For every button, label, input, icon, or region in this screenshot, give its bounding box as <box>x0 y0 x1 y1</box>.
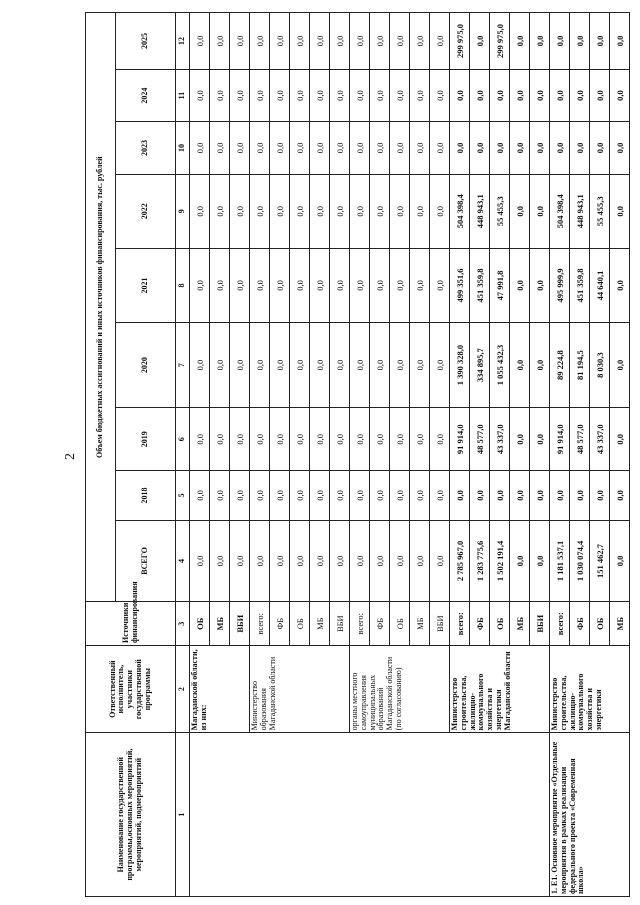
value-cell: 0,0 <box>470 122 490 174</box>
value-cell: 0,0 <box>450 122 470 174</box>
source-cell: ОБ <box>590 602 610 646</box>
value-cell: 0,0 <box>490 471 510 520</box>
value-cell: 0,0 <box>290 323 310 408</box>
value-cell: 0,0 <box>330 69 350 121</box>
source-cell: всего: <box>350 602 370 646</box>
value-cell: 0,0 <box>530 69 550 121</box>
value-cell: 0,0 <box>450 69 470 121</box>
value-cell: 0,0 <box>370 69 390 121</box>
value-cell: 47 991,8 <box>490 248 510 322</box>
value-cell: 0,0 <box>270 323 290 408</box>
value-cell: 0,0 <box>310 13 330 70</box>
value-cell: 0,0 <box>270 122 290 174</box>
value-cell: 0,0 <box>510 122 530 174</box>
source-cell: МБ <box>510 602 530 646</box>
value-cell: 0,0 <box>390 174 410 248</box>
value-cell: 0,0 <box>310 69 330 121</box>
source-cell: всего: <box>550 602 570 646</box>
value-cell: 0,0 <box>610 323 630 408</box>
value-cell: 0,0 <box>410 69 430 121</box>
value-cell: 8 030,3 <box>590 323 610 408</box>
value-cell: 448 943,1 <box>470 174 490 248</box>
value-cell: 0,0 <box>370 471 390 520</box>
value-cell: 0,0 <box>210 248 230 322</box>
value-cell: 55 455,3 <box>590 174 610 248</box>
value-cell: 0,0 <box>430 174 450 248</box>
value-cell: 0,0 <box>310 408 330 471</box>
value-cell: 0,0 <box>610 248 630 322</box>
value-cell: 0,0 <box>570 122 590 174</box>
header-year: 2018 <box>116 471 176 520</box>
value-cell: 0,0 <box>190 471 210 520</box>
value-cell: 504 398,4 <box>450 174 470 248</box>
value-cell: 448 943,1 <box>570 174 590 248</box>
value-cell: 0,0 <box>310 520 330 602</box>
value-cell: 0,0 <box>590 122 610 174</box>
value-cell: 1 390 328,0 <box>450 323 470 408</box>
value-cell: 0,0 <box>370 174 390 248</box>
value-cell: 55 455,3 <box>490 174 510 248</box>
value-cell: 0,0 <box>610 13 630 70</box>
value-cell: 0,0 <box>350 13 370 70</box>
value-cell: 151 462,7 <box>590 520 610 602</box>
value-cell: 0,0 <box>350 323 370 408</box>
column-index: 7 <box>176 323 190 408</box>
value-cell: 44 640,1 <box>590 248 610 322</box>
value-cell: 0,0 <box>390 520 410 602</box>
value-cell: 0,0 <box>550 471 570 520</box>
value-cell: 0,0 <box>470 13 490 70</box>
value-cell: 0,0 <box>590 13 610 70</box>
value-cell: 0,0 <box>470 471 490 520</box>
value-cell: 495 999,9 <box>550 248 570 322</box>
value-cell: 0,0 <box>550 122 570 174</box>
value-cell: 0,0 <box>250 69 270 121</box>
value-cell: 0,0 <box>290 471 310 520</box>
value-cell: 0,0 <box>510 408 530 471</box>
source-cell: МБ <box>310 602 330 646</box>
value-cell: 43 337,0 <box>490 408 510 471</box>
value-cell: 451 359,8 <box>470 248 490 322</box>
value-cell: 0,0 <box>230 174 250 248</box>
value-cell: 0,0 <box>310 122 330 174</box>
column-index: 3 <box>176 602 190 646</box>
value-cell: 0,0 <box>610 471 630 520</box>
value-cell: 91 914,0 <box>550 408 570 471</box>
value-cell: 0,0 <box>350 248 370 322</box>
value-cell: 0,0 <box>410 248 430 322</box>
value-cell: 0,0 <box>370 408 390 471</box>
value-cell: 0,0 <box>350 122 370 174</box>
source-cell: всего: <box>450 602 470 646</box>
value-cell: 0,0 <box>250 323 270 408</box>
header-year: 2025 <box>116 13 176 70</box>
value-cell: 0,0 <box>430 408 450 471</box>
value-cell: 0,0 <box>390 248 410 322</box>
value-cell: 0,0 <box>530 323 550 408</box>
column-index: 12 <box>176 13 190 70</box>
header-year: 2021 <box>116 248 176 322</box>
value-cell: 0,0 <box>370 248 390 322</box>
value-cell: 0,0 <box>230 471 250 520</box>
value-cell: 0,0 <box>430 248 450 322</box>
value-cell: 0,0 <box>190 323 210 408</box>
value-cell: 0,0 <box>610 408 630 471</box>
value-cell: 0,0 <box>190 13 210 70</box>
value-cell: 0,0 <box>250 471 270 520</box>
value-cell: 0,0 <box>270 408 290 471</box>
value-cell: 0,0 <box>330 323 350 408</box>
value-cell: 0,0 <box>490 69 510 121</box>
value-cell: 0,0 <box>550 13 570 70</box>
value-cell: 0,0 <box>490 122 510 174</box>
value-cell: 0,0 <box>210 69 230 121</box>
value-cell: 81 194,5 <box>570 323 590 408</box>
header-year: 2022 <box>116 174 176 248</box>
value-cell: 0,0 <box>350 174 370 248</box>
value-cell: 0,0 <box>290 174 310 248</box>
header-name: Наименование государственной программы,основных мероприятий, мероприятий, подмероприятий <box>86 733 176 897</box>
value-cell: 0,0 <box>390 471 410 520</box>
value-cell: 48 577,0 <box>470 408 490 471</box>
value-cell: 0,0 <box>330 471 350 520</box>
value-cell: 0,0 <box>190 69 210 121</box>
source-cell: ВБИ <box>430 602 450 646</box>
value-cell: 0,0 <box>570 13 590 70</box>
value-cell: 0,0 <box>210 471 230 520</box>
value-cell: 0,0 <box>210 520 230 602</box>
value-cell: 0,0 <box>290 520 310 602</box>
value-cell: 91 914,0 <box>450 408 470 471</box>
rotated-page <box>55 5 640 905</box>
value-cell: 0,0 <box>270 471 290 520</box>
value-cell: 0,0 <box>410 122 430 174</box>
header-executor: Ответственный исполнитель, участники государственной программы <box>86 646 176 733</box>
column-index: 8 <box>176 248 190 322</box>
value-cell: 0,0 <box>270 520 290 602</box>
source-cell: ФБ <box>570 602 590 646</box>
value-cell: 0,0 <box>510 13 530 70</box>
value-cell: 0,0 <box>550 69 570 121</box>
value-cell: 0,0 <box>190 174 210 248</box>
value-cell: 0,0 <box>610 69 630 121</box>
value-cell: 0,0 <box>410 174 430 248</box>
value-cell: 0,0 <box>250 408 270 471</box>
value-cell: 0,0 <box>410 408 430 471</box>
value-cell: 0,0 <box>390 122 410 174</box>
executor-cell: органы местного самоуправления муниципальных образований Магаданской области (по согласованию) <box>350 646 450 733</box>
value-cell: 0,0 <box>230 408 250 471</box>
value-cell: 0,0 <box>570 471 590 520</box>
column-index: 5 <box>176 471 190 520</box>
value-cell: 0,0 <box>430 69 450 121</box>
value-cell: 0,0 <box>390 323 410 408</box>
column-index: 10 <box>176 122 190 174</box>
value-cell: 0,0 <box>410 471 430 520</box>
source-cell: ВБИ <box>230 602 250 646</box>
source-cell: МБ <box>610 602 630 646</box>
value-cell: 0,0 <box>530 13 550 70</box>
value-cell: 0,0 <box>190 122 210 174</box>
value-cell: 0,0 <box>350 69 370 121</box>
value-cell: 0,0 <box>290 408 310 471</box>
value-cell: 0,0 <box>370 520 390 602</box>
value-cell: 0,0 <box>610 520 630 602</box>
executor-cell: Министерство образования Магаданской области <box>250 646 350 733</box>
value-cell: 0,0 <box>510 174 530 248</box>
value-cell: 0,0 <box>530 408 550 471</box>
source-cell: ФБ <box>470 602 490 646</box>
source-cell: всего: <box>250 602 270 646</box>
value-cell: 299 975,0 <box>490 13 510 70</box>
value-cell: 0,0 <box>310 323 330 408</box>
value-cell: 0,0 <box>530 248 550 322</box>
value-cell: 0,0 <box>510 69 530 121</box>
value-cell: 0,0 <box>330 248 350 322</box>
source-cell: ОБ <box>490 602 510 646</box>
value-cell: 0,0 <box>230 13 250 70</box>
value-cell: 0,0 <box>350 408 370 471</box>
value-cell: 0,0 <box>330 520 350 602</box>
value-cell: 0,0 <box>270 69 290 121</box>
value-cell: 0,0 <box>290 122 310 174</box>
table-row <box>190 13 210 897</box>
value-cell: 0,0 <box>370 323 390 408</box>
value-cell: 0,0 <box>410 323 430 408</box>
source-cell: МБ <box>410 602 430 646</box>
value-cell: 504 398,4 <box>550 174 570 248</box>
value-cell: 0,0 <box>530 520 550 602</box>
value-cell: 0,0 <box>230 248 250 322</box>
value-cell: 0,0 <box>350 471 370 520</box>
value-cell: 0,0 <box>330 408 350 471</box>
source-cell: ФБ <box>270 602 290 646</box>
value-cell: 0,0 <box>390 69 410 121</box>
value-cell: 0,0 <box>310 471 330 520</box>
value-cell: 0,0 <box>310 174 330 248</box>
value-cell: 43 337,0 <box>590 408 610 471</box>
value-cell: 0,0 <box>510 323 530 408</box>
financing-table <box>85 12 630 897</box>
value-cell: 0,0 <box>470 69 490 121</box>
value-cell: 0,0 <box>250 248 270 322</box>
source-cell: ФБ <box>370 602 390 646</box>
value-cell: 0,0 <box>250 520 270 602</box>
source-cell: ВБИ <box>530 602 550 646</box>
value-cell: 0,0 <box>230 520 250 602</box>
column-index: 1 <box>176 733 190 897</box>
source-cell: ВБИ <box>330 602 350 646</box>
value-cell: 0,0 <box>610 174 630 248</box>
value-cell: 0,0 <box>390 13 410 70</box>
value-cell: 0,0 <box>290 13 310 70</box>
value-cell: 0,0 <box>250 13 270 70</box>
value-cell: 0,0 <box>370 13 390 70</box>
executor-cell: Магаданской области, из них: <box>190 646 250 733</box>
value-cell: 1 502 191,4 <box>490 520 510 602</box>
header-source: Источники финансирования <box>86 602 176 646</box>
value-cell: 0,0 <box>330 13 350 70</box>
value-cell: 0,0 <box>330 174 350 248</box>
value-cell: 0,0 <box>510 471 530 520</box>
value-cell: 0,0 <box>230 69 250 121</box>
value-cell: 0,0 <box>330 122 350 174</box>
value-cell: 0,0 <box>510 520 530 602</box>
value-cell: 0,0 <box>530 471 550 520</box>
value-cell: 0,0 <box>430 122 450 174</box>
source-cell: ОБ <box>390 602 410 646</box>
value-cell: 0,0 <box>190 408 210 471</box>
table-body <box>190 13 630 897</box>
value-cell: 0,0 <box>210 122 230 174</box>
value-cell: 0,0 <box>270 248 290 322</box>
value-cell: 0,0 <box>530 174 550 248</box>
value-cell: 1 055 432,3 <box>490 323 510 408</box>
value-cell: 0,0 <box>430 323 450 408</box>
value-cell: 0,0 <box>430 471 450 520</box>
source-cell: ОБ <box>290 602 310 646</box>
value-cell: 2 785 967,0 <box>450 520 470 602</box>
column-index: 11 <box>176 69 190 121</box>
value-cell: 0,0 <box>270 13 290 70</box>
value-cell: 1 181 537,1 <box>550 520 570 602</box>
value-cell: 0,0 <box>270 174 290 248</box>
value-cell: 0,0 <box>510 248 530 322</box>
value-cell: 89 224,8 <box>550 323 570 408</box>
value-cell: 0,0 <box>410 520 430 602</box>
source-cell: ОБ <box>190 602 210 646</box>
column-index: 9 <box>176 174 190 248</box>
executor-cell: Министерство строительства, жилищно-коммунального хозяйства и энергетики Магаданской области <box>450 646 550 733</box>
header-volume: Объем бюджетных ассигнований и иных источников финансирования, тыс. рублей <box>86 13 116 602</box>
header-year: 2020 <box>116 323 176 408</box>
header-total: ВСЕГО <box>116 520 176 602</box>
value-cell: 0,0 <box>450 471 470 520</box>
value-cell: 0,0 <box>350 520 370 602</box>
value-cell: 451 359,8 <box>570 248 590 322</box>
value-cell: 0,0 <box>390 408 410 471</box>
column-index: 4 <box>176 520 190 602</box>
value-cell: 1 283 775,6 <box>470 520 490 602</box>
header-year: 2023 <box>116 122 176 174</box>
value-cell: 0,0 <box>230 122 250 174</box>
value-cell: 0,0 <box>290 69 310 121</box>
value-cell: 299 975,0 <box>450 13 470 70</box>
value-cell: 0,0 <box>190 520 210 602</box>
value-cell: 0,0 <box>230 323 250 408</box>
value-cell: 0,0 <box>570 69 590 121</box>
value-cell: 0,0 <box>210 13 230 70</box>
value-cell: 1 030 074,4 <box>570 520 590 602</box>
value-cell: 0,0 <box>250 122 270 174</box>
measure-name-cell <box>190 733 550 897</box>
value-cell: 0,0 <box>310 248 330 322</box>
value-cell: 0,0 <box>430 13 450 70</box>
column-index: 6 <box>176 408 190 471</box>
executor-cell: Министерство строительства, жилищно-коммунального хозяйства и энергетики <box>550 646 630 733</box>
value-cell: 0,0 <box>590 69 610 121</box>
header-year: 2019 <box>116 408 176 471</box>
source-cell: МБ <box>210 602 230 646</box>
table-row <box>550 13 570 897</box>
value-cell: 0,0 <box>210 408 230 471</box>
value-cell: 0,0 <box>410 13 430 70</box>
measure-name-cell: 1. Е1. Основное мероприятие «Отдельные мероприятия в рамках реализации федерального проекта «Современная школа» <box>550 733 630 897</box>
page-number: 2 <box>63 453 78 460</box>
value-cell: 0,0 <box>430 520 450 602</box>
column-index: 2 <box>176 646 190 733</box>
value-cell: 499 351,6 <box>450 248 470 322</box>
value-cell: 0,0 <box>210 323 230 408</box>
value-cell: 0,0 <box>190 248 210 322</box>
value-cell: 0,0 <box>610 122 630 174</box>
value-cell: 0,0 <box>590 471 610 520</box>
value-cell: 0,0 <box>290 248 310 322</box>
value-cell: 0,0 <box>370 122 390 174</box>
header-year: 2024 <box>116 69 176 121</box>
value-cell: 0,0 <box>530 122 550 174</box>
value-cell: 0,0 <box>250 174 270 248</box>
value-cell: 334 895,7 <box>470 323 490 408</box>
value-cell: 48 577,0 <box>570 408 590 471</box>
value-cell: 0,0 <box>210 174 230 248</box>
